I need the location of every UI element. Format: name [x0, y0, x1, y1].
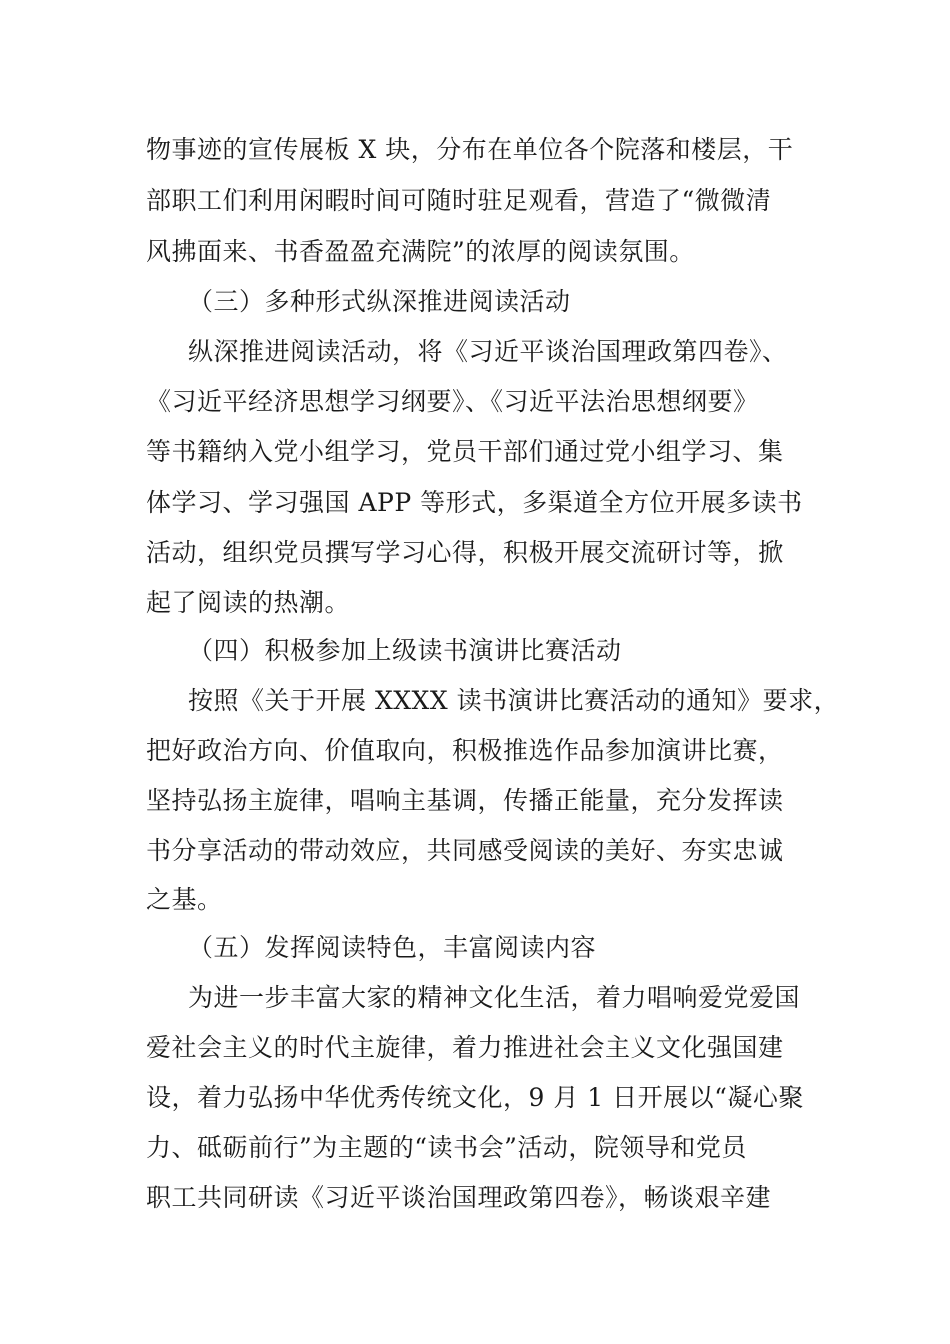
text-line-15: 书分享活动的带动效应，共同感受阅读的美好、夯实忠诚: [146, 836, 784, 865]
text-line-19: 爱社会主义的时代主旋律，着力推进社会主义文化强国建: [146, 1033, 784, 1062]
text-line-13: 把好政治方向、价值取向，积极推选作品参加演讲比赛，: [146, 736, 784, 765]
text-line-10: 起了阅读的热潮。: [146, 588, 351, 617]
text-line-3: 风拂面来、书香盈盈充满院”的浓厚的阅读氛围。: [146, 237, 695, 266]
text-line-22: 职工共同研读《习近平谈治国理政第四卷》，畅谈艰辛建: [146, 1183, 772, 1212]
text-line-14: 坚持弘扬主旋律，唱响主基调，传播正能量，充分发挥读: [146, 786, 784, 815]
text-line-20: 设，着力弘扬中华优秀传统文化，9 月 1 日开展以“凝心聚: [146, 1083, 804, 1112]
section-heading-5: （五）发挥阅读特色，丰富阅读内容: [188, 933, 597, 962]
text-line-18: 为进一步丰富大家的精神文化生活，着力唱响爱党爱国: [188, 983, 801, 1012]
text-line-8: 体学习、学习强国 APP 等形式，多渠道全方位开展多读书: [146, 488, 803, 517]
text-line-16: 之基。: [146, 885, 223, 914]
text-line-21: 力、砥砺前行”为主题的“读书会”活动，院领导和党员: [146, 1133, 747, 1162]
text-line-1: 物事迹的宣传展板 X 块，分布在单位各个院落和楼层，干: [146, 135, 794, 164]
section-heading-3: （三）多种形式纵深推进阅读活动: [188, 287, 571, 316]
text-line-12: 按照《关于开展 XXXX 读书演讲比赛活动的通知》要求，: [188, 686, 840, 715]
text-line-9: 活动，组织党员撰写学习心得，积极开展交流研讨等，掀: [146, 538, 784, 567]
text-line-5: 纵深推进阅读活动，将《习近平谈治国理政第四卷》、: [188, 337, 788, 366]
text-line-6: 《习近平经济思想学习纲要》、《习近平法治思想纲要》: [146, 387, 759, 416]
section-heading-4: （四）积极参加上级读书演讲比赛活动: [188, 636, 622, 665]
text-line-7: 等书籍纳入党小组学习，党员干部们通过党小组学习、集: [146, 437, 784, 466]
text-line-2: 部职工们利用闲暇时间可随时驻足观看，营造了“微微清: [146, 186, 772, 215]
